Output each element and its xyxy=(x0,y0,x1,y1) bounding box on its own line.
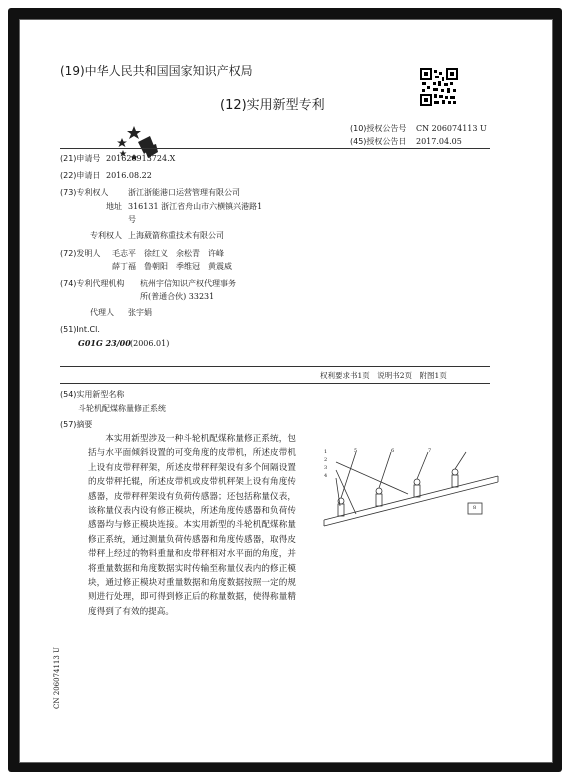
intcl-label: (51)Int.Cl. xyxy=(60,325,100,334)
diagram-label-7: 7 xyxy=(428,448,432,454)
diagram-label-4: 4 xyxy=(324,473,328,479)
pub-date-label: (45)授权公告日 xyxy=(350,137,407,146)
abstract-text: 本实用新型涉及一种斗轮机配煤称量修正系统，包括与水平面倾斜设置的可变角度的皮带机，所述皮带机上设有皮带秤秤架，所述皮带秤秤架设有多个间隔设置的皮带秤托辊，所述皮带机或皮带机秤架上设有角度传感器，皮带秤秤架设有负荷传感器；还包括称量仪表，该称量仪表内设有修正模块，所述角度传感器和负荷传感器均与修正模块连接。本实用新型的斗轮机配煤称量修正系统，通过测量负荷传感器和角度传感器，取得皮带秤上经过的物料重量和皮带秤相对水平面的角度，并将重量数据和角度数据实时传输至称量仪表内的修正模块，通过修正模块对重量数据和角度数据按照一定的规则进行处理，即可得到修正后的称量数据，使得称量精度得到了有效的提高。 xyxy=(88,434,296,617)
header-rule xyxy=(60,148,490,149)
inventors-line-2: 薛丁福 鲁朝阳 季维冠 黄震威 xyxy=(112,262,232,271)
authority-title: (19)中华人民共和国国家知识产权局 xyxy=(60,64,253,78)
title-label: (54)实用新型名称 xyxy=(60,390,125,399)
counts-rule-top xyxy=(60,366,490,367)
pub-no-label: (10)授权公告号 xyxy=(350,124,407,133)
intcl-year: (2006.01) xyxy=(130,339,170,348)
diagram-box-label: 8 xyxy=(473,505,477,511)
app-no-value: 201620913724.X xyxy=(106,154,176,163)
patentee2-value: 上海葳箭称重技术有限公司 xyxy=(128,231,224,240)
patentee-value: 浙江浙能港口运营管理有限公司 xyxy=(128,188,240,197)
qr-code-icon xyxy=(420,68,458,106)
patentee2-label: 专利权人 xyxy=(90,231,122,240)
page-counts: 权利要求书1页 说明书2页 附图1页 xyxy=(320,371,447,380)
conveyor-diagram xyxy=(316,448,506,543)
diagram-label-6: 6 xyxy=(391,448,395,454)
app-date-label: (22)申请日 xyxy=(60,171,101,180)
pub-no-value: CN 206074113 U xyxy=(416,124,487,133)
app-date-value: 2016.08.22 xyxy=(106,171,152,180)
address-line-1: 316131 浙江省舟山市六横镇兴港路1 xyxy=(128,202,263,211)
patentee-label: (73)专利权人 xyxy=(60,188,109,197)
diagram-label-1: 1 xyxy=(324,449,328,455)
agent-label: 代理人 xyxy=(90,308,114,317)
diagram-label-3: 3 xyxy=(324,465,328,471)
agency-line-2: 所(普通合伙) 33231 xyxy=(140,292,215,301)
doc-type-title: (12)实用新型专利 xyxy=(220,98,325,113)
side-publication-number: CN 206074113 U xyxy=(53,647,61,709)
diagram-label-2: 2 xyxy=(324,457,328,463)
diagram-label-5: 5 xyxy=(354,448,358,454)
inventors-label: (72)发明人 xyxy=(60,249,101,258)
agent-value: 张宇娟 xyxy=(128,308,152,317)
abstract-label: (57)摘要 xyxy=(60,420,93,429)
intcl-code: G01G 23/00 xyxy=(78,338,131,348)
agency-line-1: 杭州宇信知识产权代理事务 xyxy=(140,279,236,288)
app-no-label: (21)申请号 xyxy=(60,154,101,163)
inventors-line-1: 毛志平 徐红义 余松青 许峰 xyxy=(112,249,224,258)
agency-label: (74)专利代理机构 xyxy=(60,279,125,288)
utility-model-title: 斗轮机配煤称量修正系统 xyxy=(78,404,166,413)
patent-page xyxy=(28,28,542,752)
address-label: 地址 xyxy=(106,202,122,211)
counts-rule-bottom xyxy=(60,383,490,384)
pub-date-value: 2017.04.05 xyxy=(416,137,462,146)
address-line-2: 号 xyxy=(128,215,136,224)
